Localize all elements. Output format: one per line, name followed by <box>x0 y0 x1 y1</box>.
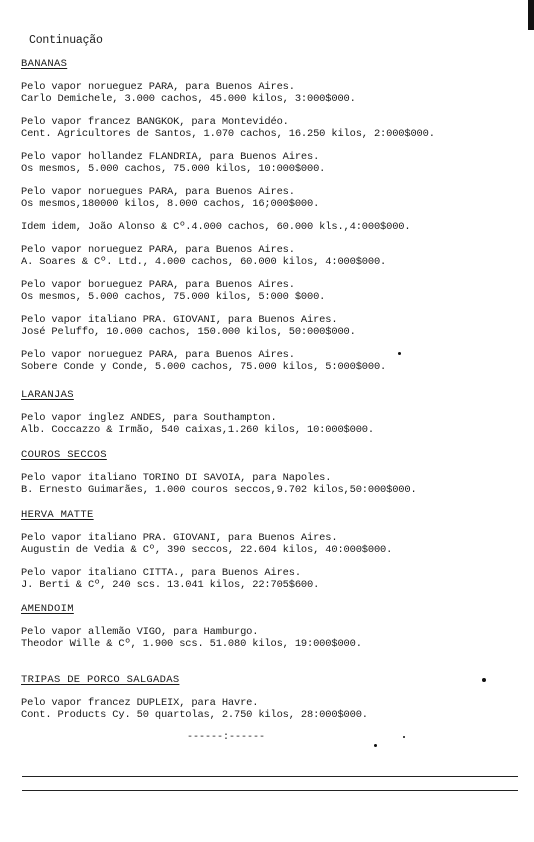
shipment-entry <box>21 567 521 591</box>
entry-line: Os mesmos, 5.000 cachos, 75.000 kilos, 10:000$000. <box>21 163 326 175</box>
entry-line: Os mesmos, 5.000 cachos, 75.000 kilos, 5:000 $000. <box>21 291 326 303</box>
section-tripas-de-porco <box>21 674 521 732</box>
entry-line: José Peluffo, 10.000 cachos, 150.000 kilos, 50:000$000. <box>21 326 356 338</box>
shipment-entry <box>21 697 521 721</box>
entry-line: Idem idem, João Alonso & Cº.4.000 cachos, 60.000 kls.,4:000$000. <box>21 221 411 233</box>
entry-line: Pelo vapor italiano CITTA., para Buenos Aires. <box>21 567 301 579</box>
shipment-entry <box>21 314 521 338</box>
entry-line: A. Soares & Cº. Ltd., 4.000 cachos, 60.000 kilos, 4:000$000. <box>21 256 387 268</box>
entry-line: Pelo vapor borueguez PARA, para Buenos Aires. <box>21 279 295 291</box>
entry-line: Alb. Coccazzo & Irmão, 540 caixas,1.260 kilos, 10:000$000. <box>21 424 374 436</box>
entry-line: Carlo Demichele, 3.000 cachos, 45.000 kilos, 3:000$000. <box>21 93 356 105</box>
section-bananas <box>21 58 521 384</box>
scan-speck <box>403 736 405 738</box>
section-amendoim <box>21 603 521 661</box>
shipment-entry <box>21 412 521 436</box>
section-header: COUROS SECCOS <box>21 449 107 461</box>
section-header: TRIPAS DE PORCO SALGADAS <box>21 674 180 686</box>
section-herva-matte <box>21 509 521 602</box>
entry-line: Augustin de Vedia & Cº, 390 seccos, 22.604 kilos, 40:000$000. <box>21 544 393 556</box>
shipment-entry <box>21 349 521 373</box>
shipment-entry <box>21 151 521 175</box>
entry-line: Pelo vapor hollandez FLANDRIA, para Buenos Aires. <box>21 151 320 163</box>
entry-line: B. Ernesto Guimarães, 1.000 couros seccos,9.702 kilos,50:000$000. <box>21 484 417 496</box>
bottom-rule-2 <box>22 790 518 791</box>
entry-line: Pelo vapor norueguez PARA, para Buenos Aires. <box>21 244 295 256</box>
page-edge-mark <box>528 0 534 30</box>
end-separator: ------:------ <box>187 732 266 743</box>
shipment-entry <box>21 81 521 105</box>
section-laranjas <box>21 389 521 447</box>
bottom-rule-1 <box>22 776 518 777</box>
entry-line: Pelo vapor francez DUPLEIX, para Havre. <box>21 697 259 709</box>
shipment-entry <box>21 279 521 303</box>
section-header: LARANJAS <box>21 389 74 401</box>
shipment-entry <box>21 532 521 556</box>
entry-line: Pelo vapor norueguez PARA, para Buenos Aires. <box>21 349 295 361</box>
entry-line: Sobere Conde y Conde, 5.000 cachos, 75.000 kilos, 5:000$000. <box>21 361 387 373</box>
shipment-entry <box>21 472 521 496</box>
entry-line: Pelo vapor italiano TORINO DI SAVOIA, para Napoles. <box>21 472 332 484</box>
entry-line: Pelo vapor italiano PRA. GIOVANI, para Buenos Aires. <box>21 314 338 326</box>
section-couros-seccos <box>21 449 521 507</box>
entry-line: Pelo vapor italiano PRA. GIOVANI, para Buenos Aires. <box>21 532 338 544</box>
entry-line: Cent. Agricultores de Santos, 1.070 cachos, 16.250 kilos, 2:000$000. <box>21 128 435 140</box>
entry-line: Pelo vapor inglez ANDES, para Southampton. <box>21 412 277 424</box>
document-title: Continuação <box>29 34 103 47</box>
shipment-entry <box>21 244 521 268</box>
entry-line: Pelo vapor francez BANGKOK, para Montevidéo. <box>21 116 289 128</box>
scan-speck <box>398 352 401 355</box>
shipment-entry <box>21 186 521 210</box>
entry-line: Pelo vapor norueguez PARA, para Buenos Aires. <box>21 81 295 93</box>
scan-speck <box>482 678 486 682</box>
section-header: HERVA MATTE <box>21 509 94 521</box>
entry-line: Cont. Products Cy. 50 quartolas, 2.750 kilos, 28:000$000. <box>21 709 368 721</box>
entry-line: Theodor Wille & Cº, 1.900 scs. 51.080 kilos, 19:000$000. <box>21 638 362 650</box>
shipment-entry <box>21 626 521 650</box>
entry-line: Os mesmos,180000 kilos, 8.000 cachos, 16;000$000. <box>21 198 320 210</box>
section-header: BANANAS <box>21 58 68 70</box>
shipment-entry <box>21 221 521 233</box>
entry-line: J. Berti & Cº, 240 scs. 13.041 kilos, 22:705$600. <box>21 579 320 591</box>
shipment-entry <box>21 116 521 140</box>
section-header: AMENDOIM <box>21 603 74 615</box>
entry-line: Pelo vapor noruegues PARA, para Buenos Aires. <box>21 186 295 198</box>
entry-line: Pelo vapor allemão VIGO, para Hamburgo. <box>21 626 259 638</box>
scan-speck <box>374 744 377 747</box>
